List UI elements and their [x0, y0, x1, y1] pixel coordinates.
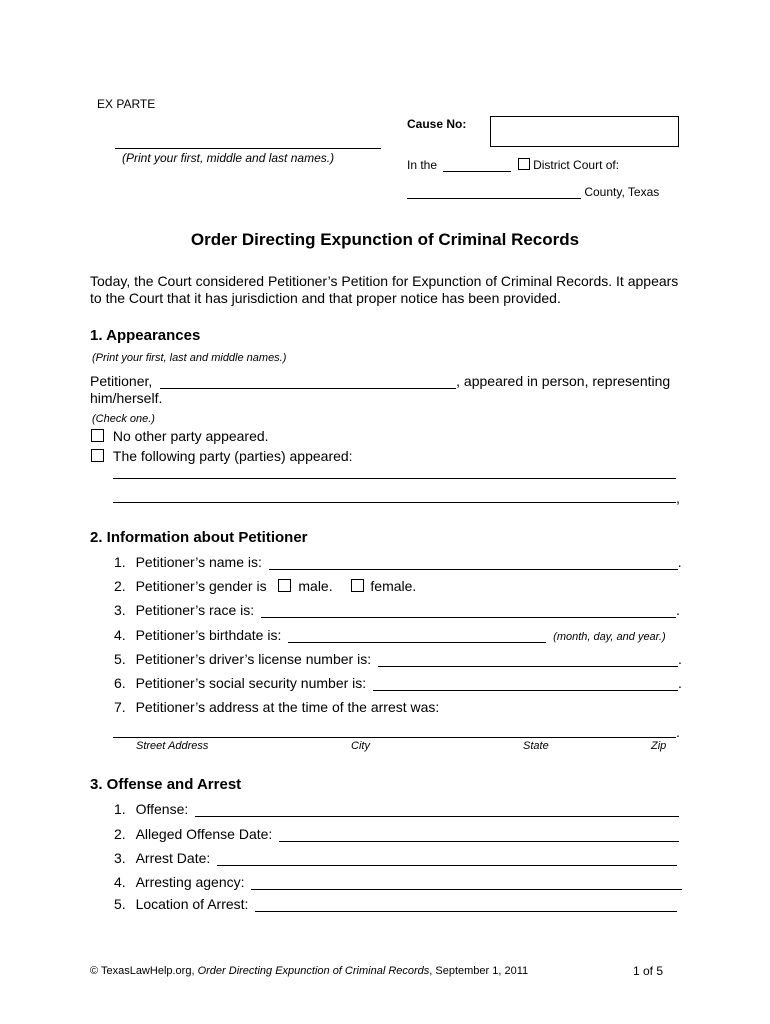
petitioner-race-row — [114, 602, 680, 618]
item-number: 4. — [114, 627, 126, 643]
street-address-caption: Street Address — [136, 740, 209, 752]
petitioner-name-label: Petitioner’s name is: — [135, 554, 262, 570]
state-caption: State — [523, 740, 549, 752]
name-hint: (Print your first, middle and last names.) — [122, 151, 335, 165]
arresting-agency-row — [114, 874, 682, 890]
item-number: 6. — [114, 675, 126, 691]
intro-paragraph: Today, the Court considered Petitioner’s Petition for Expunction of Criminal Records. It appears to the Court that it has jurisdiction and that proper notice has been provided. — [90, 273, 679, 306]
petitioner-name-line[interactable] — [115, 148, 381, 149]
zip-caption: Zip — [651, 740, 667, 752]
in-the-label: In the — [407, 158, 438, 172]
no-other-party-checkbox[interactable] — [91, 429, 104, 442]
birthdate-hint: (month, day, and year.) — [553, 631, 666, 643]
male-label: male. — [298, 578, 333, 594]
cause-no-box[interactable] — [490, 116, 679, 147]
address-field[interactable] — [113, 737, 676, 738]
arresting-agency-label: Arresting agency: — [135, 874, 245, 890]
petitioner-license-row — [114, 651, 682, 667]
female-label: female. — [370, 578, 417, 594]
page-title: Order Directing Expunction of Criminal Records — [190, 230, 580, 249]
section-petitioner-info-heading: 2. Information about Petitioner — [90, 529, 308, 546]
petitioner-name-field[interactable] — [269, 569, 678, 570]
footer-doc-title: Order Directing Expunction of Criminal Records — [197, 965, 430, 977]
check-one-hint: (Check one.) — [92, 413, 155, 425]
item-number: 3. — [114, 850, 126, 866]
alleged-offense-date-row — [114, 826, 679, 842]
location-of-arrest-label: Location of Arrest: — [135, 896, 249, 912]
petitioner-race-field[interactable] — [261, 617, 676, 618]
female-checkbox[interactable] — [351, 579, 364, 592]
period: . — [676, 602, 680, 618]
ex-parte-label: EX PARTE — [97, 97, 156, 111]
petitioner-license-field[interactable] — [378, 666, 678, 667]
item-number: 1. — [114, 554, 126, 570]
petitioner-ssn-field[interactable] — [373, 690, 678, 691]
petitioner-race-label: Petitioner’s race is: — [135, 602, 255, 618]
item-number: 5. — [114, 651, 126, 667]
court-number-field[interactable] — [443, 171, 511, 172]
appearances-hint: (Print your first, last and middle names.) — [92, 352, 287, 364]
option-no-other-party — [91, 428, 269, 444]
item-number: 4. — [114, 874, 126, 890]
following-party-checkbox[interactable] — [91, 449, 104, 462]
petitioner-address-label: Petitioner’s address at the time of the arrest was: — [135, 699, 440, 715]
period: . — [678, 675, 682, 691]
district-court-checkbox[interactable] — [518, 158, 530, 170]
item-number: 3. — [114, 602, 126, 618]
arresting-agency-field[interactable] — [251, 889, 682, 890]
petitioner-suffix: , appeared in person, representing — [456, 373, 671, 389]
petitioner-birthdate-field[interactable] — [288, 642, 546, 643]
male-checkbox[interactable] — [278, 579, 291, 592]
location-of-arrest-row — [114, 896, 677, 912]
petitioner-prefix: Petitioner, — [90, 373, 153, 389]
item-number: 1. — [114, 801, 126, 817]
period: . — [677, 554, 682, 570]
petitioner-license-label: Petitioner’s driver’s license number is: — [135, 651, 372, 667]
offense-row — [114, 801, 679, 817]
county-row — [407, 185, 659, 199]
section-appearances-heading: 1. Appearances — [90, 327, 201, 344]
petitioner-name-row — [114, 554, 682, 570]
arrest-date-row — [114, 850, 677, 866]
himherself-text: him/herself. — [90, 390, 163, 406]
footer-copyright: © TexasLawHelp.org, — [90, 965, 198, 977]
parties-comma: , — [676, 490, 680, 506]
petitioner-gender-label: Petitioner’s gender is — [135, 578, 267, 594]
footer-source — [90, 965, 528, 977]
location-of-arrest-field[interactable] — [255, 911, 677, 912]
item-number: 5. — [114, 896, 126, 912]
alleged-offense-date-label: Alleged Offense Date: — [135, 826, 273, 842]
parties-line-2[interactable] — [113, 502, 676, 503]
period: . — [677, 651, 682, 667]
petitioner-birthdate-label: Petitioner’s birthdate is: — [135, 627, 282, 643]
district-court-label: District Court of: — [533, 158, 620, 172]
county-field[interactable] — [407, 198, 581, 199]
city-caption: City — [351, 740, 370, 752]
petitioner-ssn-label: Petitioner’s social security number is: — [135, 675, 367, 691]
item-number: 2. — [114, 578, 126, 594]
option-following-party — [91, 448, 353, 464]
petitioner-birthdate-row — [114, 627, 666, 643]
parties-line-1[interactable] — [113, 478, 676, 479]
section-offense-heading: 3. Offense and Arrest — [90, 776, 242, 793]
page-number: 1 of 5 — [633, 964, 664, 978]
arrest-date-field[interactable] — [217, 865, 677, 866]
item-number: 7. — [114, 699, 126, 715]
no-other-party-label: No other party appeared. — [112, 428, 269, 444]
alleged-offense-date-field[interactable] — [279, 841, 679, 842]
petitioner-ssn-row — [114, 675, 682, 691]
county-label: County, Texas — [584, 185, 660, 199]
following-party-label: The following party (parties) appeared: — [112, 448, 353, 464]
petitioner-address-row — [114, 699, 439, 715]
petitioner-gender-row — [114, 578, 416, 594]
footer-date: , September 1, 2011 — [429, 965, 529, 977]
petitioner-row — [90, 373, 670, 389]
cause-no-label: Cause No: — [407, 117, 467, 131]
petitioner-field[interactable] — [160, 388, 456, 389]
offense-field[interactable] — [195, 816, 679, 817]
arrest-date-label: Arrest Date: — [135, 850, 211, 866]
address-period: . — [676, 724, 680, 740]
offense-label: Offense: — [135, 801, 189, 817]
district-court-row — [407, 158, 619, 172]
item-number: 2. — [114, 826, 126, 842]
